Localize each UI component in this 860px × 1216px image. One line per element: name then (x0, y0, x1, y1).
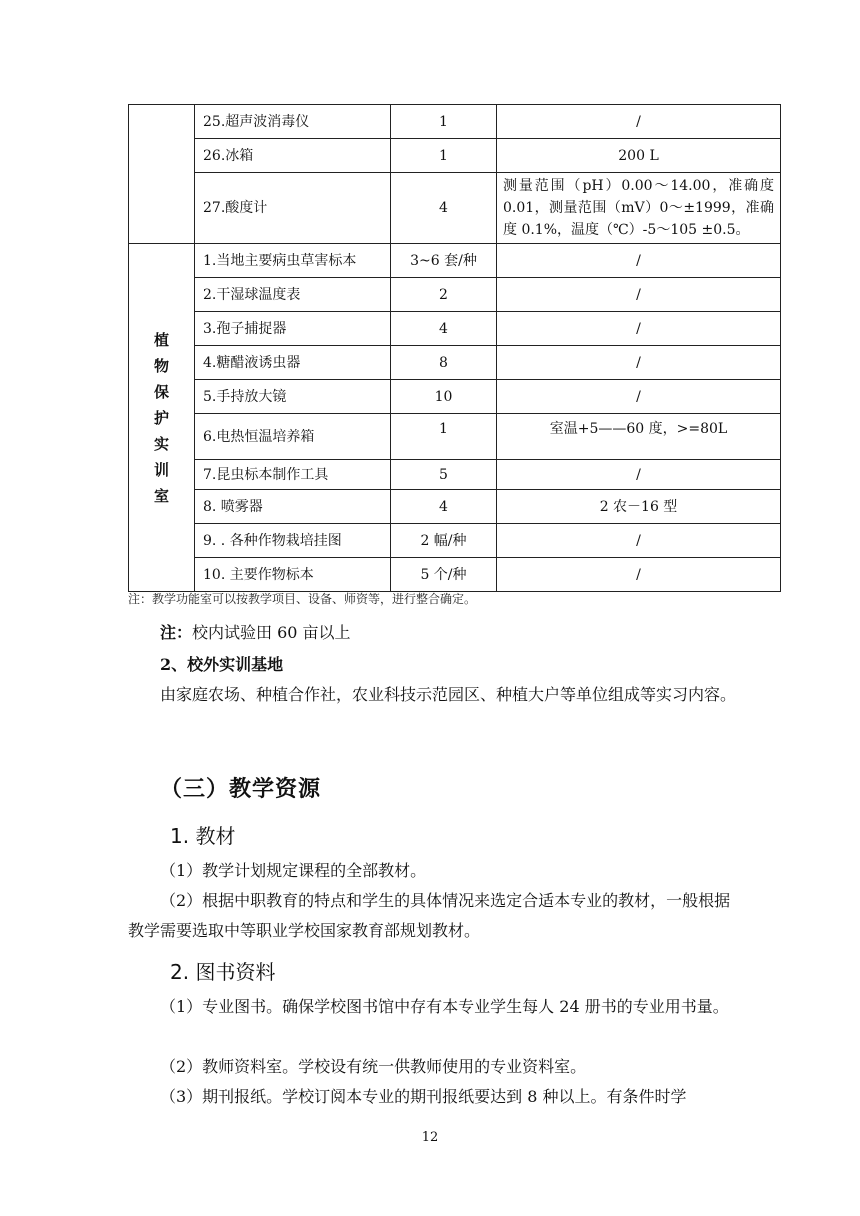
equipment-spec: / (497, 558, 781, 592)
equipment-spec: / (497, 346, 781, 380)
equipment-quantity: 1 (391, 105, 497, 139)
table-row (129, 278, 781, 312)
equipment-name: 6.电热恒温培养箱 (195, 414, 391, 460)
equipment-quantity: 5 (391, 460, 497, 490)
equipment-quantity: 4 (391, 490, 497, 524)
textbooks-item-2: （2）根据中职教育的特点和学生的具体情况来选定合适本专业的教材，一般根据教学需要选取中等职业学校国家教育部规划教材。 (128, 891, 731, 940)
equipment-spec: / (497, 278, 781, 312)
equipment-quantity: 4 (391, 173, 497, 244)
table-row (129, 490, 781, 524)
note-text: 校内试验田 60 亩以上 (192, 623, 351, 642)
table-row (129, 105, 781, 139)
field-note (160, 618, 770, 648)
equipment-name: 10. 主要作物标本 (195, 558, 391, 592)
table-row (129, 380, 781, 414)
equipment-quantity: 1 (391, 139, 497, 173)
equipment-quantity: 8 (391, 346, 497, 380)
table-row (129, 312, 781, 346)
category-cell-continued (129, 105, 195, 244)
equipment-name: 25.超声波消毒仪 (195, 105, 391, 139)
equipment-name: 3.孢子捕捉器 (195, 312, 391, 346)
equipment-quantity: 2 (391, 278, 497, 312)
library-item-3: （3）期刊报纸。学校订阅本专业的期刊报纸要达到 8 种以上。有条件时学 (160, 1087, 687, 1106)
table-row (129, 524, 781, 558)
equipment-spec: / (497, 244, 781, 278)
equipment-quantity: 10 (391, 380, 497, 414)
table-row (129, 173, 781, 244)
table-row (129, 558, 781, 592)
textbooks-item-1: （1）教学计划规定课程的全部教材。 (160, 861, 427, 880)
equipment-spec: / (497, 380, 781, 414)
equipment-name: 5.手持放大镜 (195, 380, 391, 414)
library-item-2: （2）教师资料室。学校设有统一供教师使用的专业资料室。 (160, 1057, 587, 1076)
category-label: 植物保护实训室 (153, 330, 169, 505)
equipment-spec: 测量范围（pH）0.00～14.00，准确度0.01，测量范围（mV）0～±1999，准确度 0.1%，温度（℃）-5～105 ±0.5。 (497, 173, 781, 244)
equipment-spec: 2 农－16 型 (497, 490, 781, 524)
equipment-quantity: 4 (391, 312, 497, 346)
resources-heading: （三）教学资源 (160, 777, 322, 802)
equipment-name: 1.当地主要病虫草害标本 (195, 244, 391, 278)
equipment-quantity: 5 个/种 (391, 558, 497, 592)
equipment-spec: / (497, 312, 781, 346)
table-row (129, 460, 781, 490)
equipment-name: 2.干湿球温度表 (195, 278, 391, 312)
equipment-name: 4.糖醋液诱虫器 (195, 346, 391, 380)
equipment-spec: 200 L (497, 139, 781, 173)
table-row (129, 139, 781, 173)
equipment-spec: / (497, 524, 781, 558)
category-cell (129, 244, 195, 592)
equipment-name: 26.冰箱 (195, 139, 391, 173)
table-row (129, 414, 781, 460)
equipment-table (128, 104, 781, 592)
library-heading: 2. 图书资料 (170, 960, 276, 984)
equipment-name: 27.酸度计 (195, 173, 391, 244)
equipment-quantity: 2 幅/种 (391, 524, 497, 558)
equipment-name: 8. 喷雾器 (195, 490, 391, 524)
note-label: 注： (160, 623, 193, 642)
equipment-quantity: 3~6 套/种 (391, 244, 497, 278)
equipment-spec: / (497, 105, 781, 139)
equipment-name: 9. . 各种作物栽培挂图 (195, 524, 391, 558)
page-number: 12 (421, 1130, 439, 1145)
textbooks-heading: 1. 教材 (170, 824, 236, 848)
table-row (129, 244, 781, 278)
equipment-name: 7.昆虫标本制作工具 (195, 460, 391, 490)
table-row (129, 346, 781, 380)
library-item-1: （1）专业图书。确保学校图书馆中存有本专业学生每人 24 册书的专业用书量。 (160, 997, 729, 1016)
table-footnote: 注：教学功能室可以按教学项目、设备、师资等，进行整合确定。 (128, 592, 477, 606)
equipment-quantity: 1 (391, 414, 497, 460)
equipment-spec: / (497, 460, 781, 490)
offcampus-heading: 2、校外实训基地 (160, 655, 284, 674)
equipment-spec: 室温+5——60 度，>=80L (497, 414, 781, 460)
offcampus-body: 由家庭农场、种植合作社，农业科技示范园区、种植大户等单位组成等实习内容。 (160, 685, 737, 704)
